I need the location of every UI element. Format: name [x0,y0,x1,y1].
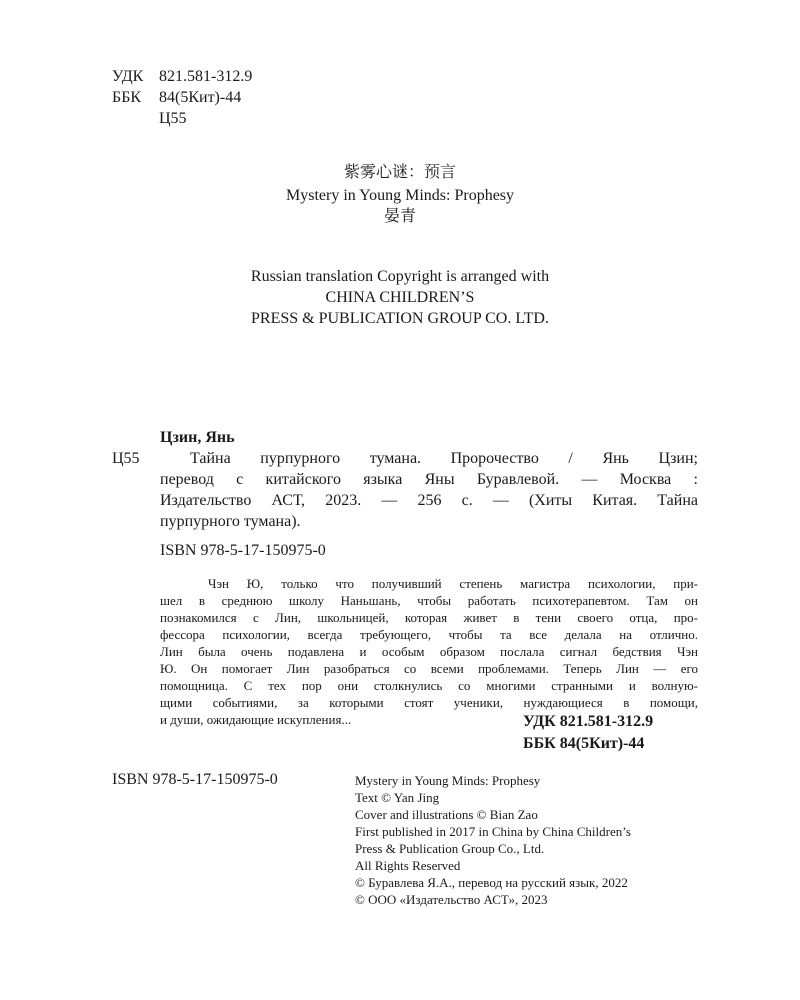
description-line: перевод с китайского языка Яны Буравлевой. — Москва : [160,471,698,488]
annotation-line: фессора психологии, всегда требующего, чтобы та все делала на отлично. [160,627,698,642]
udk-value: 821.581-312.9 [159,68,253,85]
author-sign-top: Ц55 [159,110,187,127]
annotation-line: познакомился с Лин, школьницей, которая живет в тени своего отца, про- [160,610,698,625]
description-line: Издательство АСТ, 2023. — 256 с. — (Хиты Китая. Тайна [160,492,698,509]
imprint-line: © Буравлева Я.А., перевод на русский язык, 2022 [355,875,628,890]
annotation-line: шел в среднюю школу Наньшань, чтобы работать психотерапевтом. Там он [160,593,698,608]
imprint-line: © ООО «Издательство АСТ», 2023 [355,892,548,907]
author-heading: Цзин, Янь [160,429,235,446]
annotation-line: Чэн Ю, только что получивший степень магистра психологии, при- [208,576,698,591]
rights-line: Russian translation Copyright is arranged with [250,268,550,285]
annotation-line: щими событиями, за которыми стоят ученики, нуждающиеся в помощи, [160,695,698,710]
annotation-line: и души, ожидающие искупления... [160,712,352,727]
imprint-line: First published in 2017 in China by China Children’s [355,824,631,839]
imprint-isbn: ISBN 978-5-17-150975-0 [112,771,278,788]
bbk-bottom: ББК 84(5Кит)-44 [523,735,645,752]
description-line: пурпурного тумана). [160,513,301,530]
chinese-author: 晏青 [383,208,416,225]
bbk-label: ББК [112,89,142,106]
english-title: Mystery in Young Minds: Prophesy [285,187,515,204]
imprint-line: Cover and illustrations © Bian Zao [355,807,538,822]
annotation-line: помощница. С тех пор они столкнулись со многими странными и волную- [160,678,698,693]
description-line: Тайна пурпурного тумана. Пророчество / Янь Цзин; [190,450,698,467]
imprint-line: Mystery in Young Minds: Prophesy [355,773,541,788]
udk-label: УДК [112,68,144,85]
isbn: ISBN 978-5-17-150975-0 [160,542,326,559]
imprint-line: All Rights Reserved [355,858,461,873]
author-sign: Ц55 [112,450,140,467]
annotation-line: Лин была очень подавлена и особым образом послала сигнал бедствия Чэн [160,644,698,659]
annotation-line: Ю. Он помогает Лин разобраться со всеми проблемами. Теперь Лин — его [160,661,698,676]
rights-line: PRESS & PUBLICATION GROUP CO. LTD. [251,310,549,327]
rights-line: CHINA CHILDREN’S [325,289,475,306]
chinese-title: 紫雾心谜：预言 [343,164,456,181]
imprint-line: Text © Yan Jing [355,790,440,805]
imprint-line: Press & Publication Group Co., Ltd. [355,841,545,856]
udk-bottom: УДК 821.581-312.9 [523,713,654,730]
bbk-value: 84(5Кит)-44 [159,89,242,106]
